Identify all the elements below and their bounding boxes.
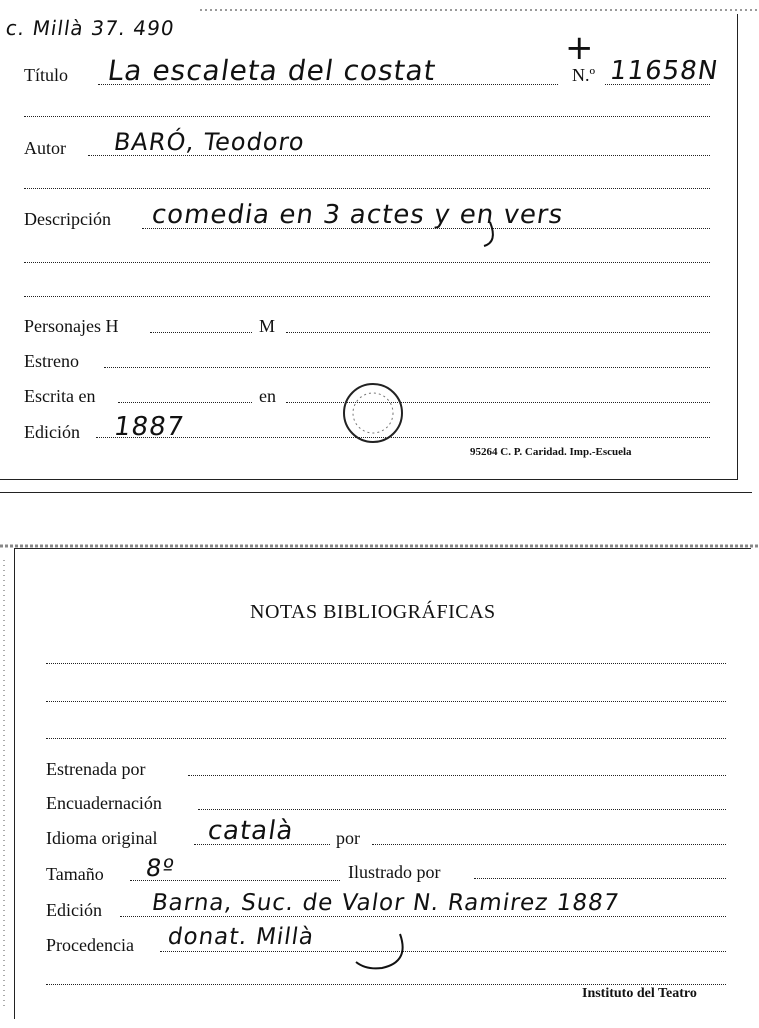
escrita-label: Escrita en xyxy=(24,386,96,406)
titulo-value: La escaleta del costat xyxy=(105,54,439,87)
cross-mark: + xyxy=(565,28,594,68)
autor-label: Autor xyxy=(24,138,66,158)
descripcion-label: Descripción xyxy=(24,209,111,229)
idioma-label: Idioma original xyxy=(46,828,158,848)
personajes-m-label: M xyxy=(259,316,276,336)
tamano-value: 8º xyxy=(144,854,177,882)
ilustrado-label: Ilustrado por xyxy=(348,862,441,882)
procedencia-label: Procedencia xyxy=(46,935,134,955)
autor-value: BARÓ, Teodoro xyxy=(112,128,307,156)
edicion-value: 1887 xyxy=(111,412,187,442)
estrenada-label: Estrenada por xyxy=(46,759,146,779)
estreno-label: Estreno xyxy=(24,351,79,371)
personajes-label: Personajes H xyxy=(24,316,119,336)
edicion2-value: Barna, Suc. de Valor N. Ramirez 1887 xyxy=(150,890,622,916)
encuadernacion-label: Encuadernación xyxy=(46,793,162,813)
idioma-value: català xyxy=(205,816,296,846)
procedencia-value: donat. Millà xyxy=(166,924,316,950)
notas-heading: NOTAS BIBLIOGRÁFICAS xyxy=(250,601,496,623)
numero-value: 11658N xyxy=(607,56,721,86)
titulo-label: Título xyxy=(24,65,68,85)
idioma-por-label: por xyxy=(336,828,360,848)
footer-institution: Instituto del Teatro xyxy=(582,986,697,1001)
printer-imprint: 95264 C. P. Caridad. Imp.-Escuela xyxy=(470,446,632,458)
numero-label: N.º xyxy=(572,65,596,85)
stamp-hook xyxy=(356,934,403,968)
edicion2-label: Edición xyxy=(46,900,102,920)
tamano-label: Tamaño xyxy=(46,864,104,884)
descripcion-value: comedia en 3 actes y en vers xyxy=(149,200,566,230)
top-note: c. Millà 37. 490 xyxy=(4,16,177,40)
descripcion-y-tail xyxy=(484,222,493,246)
edicion-label: Edición xyxy=(24,422,80,442)
escrita-en2-label: en xyxy=(259,386,276,406)
